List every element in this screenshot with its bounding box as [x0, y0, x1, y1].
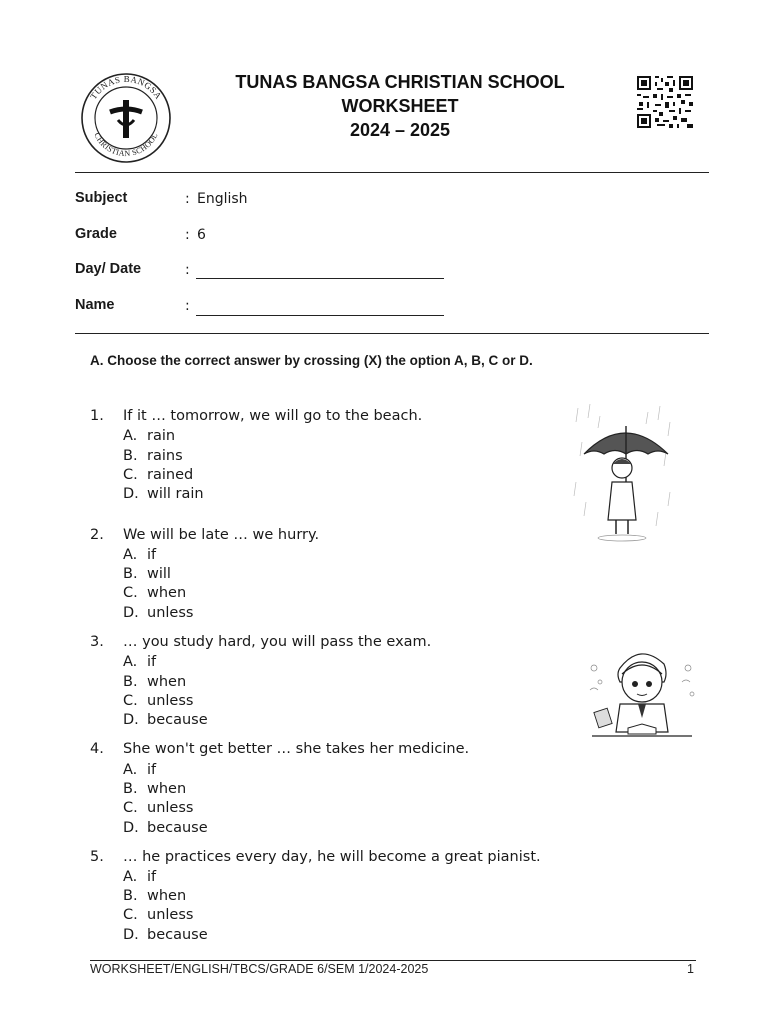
- question-number: 2.: [90, 527, 104, 543]
- option-c[interactable]: [123, 467, 193, 483]
- option-c[interactable]: [123, 585, 186, 601]
- option-letter: B.: [123, 566, 138, 582]
- option-text: when: [147, 781, 187, 797]
- option-letter: B.: [123, 781, 138, 797]
- option-d[interactable]: [123, 712, 208, 728]
- option-a[interactable]: [123, 762, 156, 778]
- option-c[interactable]: [123, 693, 193, 709]
- option-a[interactable]: [123, 547, 156, 563]
- option-letter: A.: [123, 869, 138, 885]
- footer-document-code: WORKSHEET/ENGLISH/TBCS/GRADE 6/SEM 1/2024-2025: [90, 962, 429, 976]
- option-text: rains: [147, 448, 183, 464]
- option-letter: A.: [123, 762, 138, 778]
- option-b[interactable]: [123, 888, 186, 904]
- option-letter: D.: [123, 486, 139, 502]
- school-logo: [80, 72, 172, 164]
- question-text: We will be late … we hurry.: [123, 527, 320, 543]
- option-b[interactable]: [123, 448, 183, 464]
- option-text: if: [147, 547, 157, 563]
- option-letter: C.: [123, 467, 138, 483]
- option-d[interactable]: [123, 605, 193, 621]
- option-text: rain: [147, 428, 176, 444]
- school-name: TUNAS BANGSA CHRISTIAN SCHOOL: [235, 72, 565, 92]
- option-b[interactable]: [123, 566, 171, 582]
- subject-label: Subject: [75, 190, 128, 206]
- option-letter: C.: [123, 693, 138, 709]
- option-text: when: [147, 585, 187, 601]
- question-number: 5.: [90, 849, 104, 865]
- option-text: if: [147, 869, 157, 885]
- question-text: If it … tomorrow, we will go to the beach.: [123, 408, 423, 424]
- option-text: because: [147, 820, 208, 836]
- option-text: when: [147, 888, 187, 904]
- section-a-instruction: A. Choose the correct answer by crossing (X) the option A, B, C or D.: [90, 353, 533, 368]
- option-c[interactable]: [123, 907, 193, 923]
- option-text: because: [147, 712, 208, 728]
- option-d[interactable]: [123, 927, 208, 943]
- question-text: … you study hard, you will pass the exam.: [123, 634, 432, 650]
- option-c[interactable]: [123, 800, 193, 816]
- logo-text-bottom: CHRISTIAN SCHOOL: [92, 131, 160, 159]
- option-letter: D.: [123, 712, 139, 728]
- option-text: unless: [147, 800, 194, 816]
- option-text: will: [147, 566, 171, 582]
- name-label: Name: [75, 297, 115, 313]
- boy-studying-illustration: [584, 638, 702, 742]
- option-d[interactable]: [123, 820, 208, 836]
- qr-code-icon: [637, 76, 693, 128]
- grade-value: 6: [197, 227, 206, 243]
- school-year: 2024 – 2025: [349, 120, 451, 140]
- date-colon: :: [185, 262, 190, 278]
- question-text: … he practices every day, he will become a great pianist.: [123, 849, 541, 865]
- grade-colon: :: [185, 227, 190, 243]
- header-divider: [75, 172, 709, 173]
- option-text: unless: [147, 605, 194, 621]
- umbrella-rain-illustration: [570, 402, 680, 544]
- grade-label: Grade: [75, 226, 117, 242]
- date-field[interactable]: [196, 278, 444, 279]
- option-letter: B.: [123, 448, 138, 464]
- option-text: will rain: [147, 486, 204, 502]
- option-text: when: [147, 674, 187, 690]
- option-letter: D.: [123, 927, 139, 943]
- option-letter: D.: [123, 820, 139, 836]
- document-type: WORKSHEET: [341, 96, 459, 116]
- question-number: 3.: [90, 634, 104, 650]
- option-letter: C.: [123, 907, 138, 923]
- option-d[interactable]: [123, 486, 204, 502]
- option-text: rained: [147, 467, 194, 483]
- option-a[interactable]: [123, 428, 175, 444]
- option-a[interactable]: [123, 654, 156, 670]
- subject-value: English: [197, 191, 248, 207]
- option-text: if: [147, 654, 157, 670]
- footer-divider: [90, 960, 696, 961]
- option-b[interactable]: [123, 674, 186, 690]
- option-letter: C.: [123, 585, 138, 601]
- page-number: 1: [687, 962, 694, 976]
- subject-colon: :: [185, 191, 190, 207]
- option-letter: C.: [123, 800, 138, 816]
- name-field[interactable]: [196, 315, 444, 316]
- option-letter: D.: [123, 605, 139, 621]
- option-letter: B.: [123, 888, 138, 904]
- option-text: unless: [147, 693, 194, 709]
- option-letter: A.: [123, 428, 138, 444]
- question-text: She won't get better … she takes her medicine.: [123, 741, 470, 757]
- question-number: 1.: [90, 408, 104, 424]
- option-text: unless: [147, 907, 194, 923]
- date-label: Day/ Date: [75, 261, 142, 277]
- name-colon: :: [185, 298, 190, 314]
- logo-text-top: TUNAS BANGSA: [88, 73, 164, 102]
- option-text: if: [147, 762, 157, 778]
- option-a[interactable]: [123, 869, 156, 885]
- info-divider: [75, 333, 709, 334]
- option-letter: B.: [123, 674, 138, 690]
- question-number: 4.: [90, 741, 104, 757]
- option-text: because: [147, 927, 208, 943]
- option-letter: A.: [123, 547, 138, 563]
- option-letter: A.: [123, 654, 138, 670]
- option-b[interactable]: [123, 781, 186, 797]
